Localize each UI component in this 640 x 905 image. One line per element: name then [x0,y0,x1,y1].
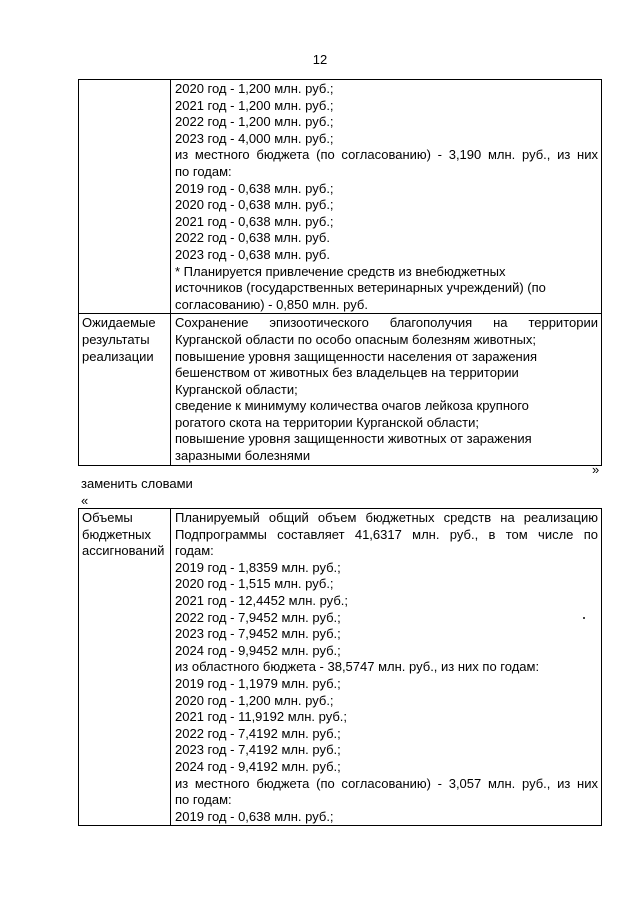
text-line: Подпрограммы составляет 41,6317 млн. руб., в том числе по [175,526,598,542]
scan-speck [583,617,585,619]
text-line: Курганской области; [175,381,298,397]
row-label-cell [79,314,171,465]
table-row [79,509,602,826]
text-line: Курганской области по особо опасным болезням животных; [175,331,536,347]
text-line: 2023 год - 0,638 млн. руб. [175,246,330,262]
text-line: повышение уровня защищенности населения от заражения [175,348,538,364]
text-line: по годам: [175,163,232,179]
text-line: из местного бюджета (по согласованию) - 3,190 млн. руб., из них [175,147,598,163]
text-line: 2020 год - 1,515 млн. руб.; [175,576,334,592]
text-line: из областного бюджета - 38,5747 млн. руб., из них по годам: [175,659,540,675]
text-line: 2019 год - 1,8359 млн. руб.; [175,559,341,575]
table-row [79,80,602,314]
text-line: по годам: [175,792,232,808]
text-line: 2022 год - 1,200 млн. руб.; [175,114,334,130]
text-line: 2020 год - 1,200 млн. руб.; [175,81,334,96]
text-line: 2022 год - 7,4192 млн. руб.; [175,725,341,741]
opening-quote: « [81,493,89,508]
text-line: 2022 год - 0,638 млн. руб. [175,230,330,246]
text-line: 2021 год - 0,638 млн. руб.; [175,213,334,229]
closing-quote: » [592,462,600,477]
text-line: сведение к минимуму количества очагов лейкоза крупного [175,398,529,414]
text-line: 2019 год - 1,1979 млн. руб.; [175,675,341,691]
text-line: 2023 год - 7,4192 млн. руб.; [175,742,341,758]
text-line: 2022 год - 7,9452 млн. руб.; [175,609,341,625]
table-row [79,314,602,465]
text-line: заразными болезнями [175,448,311,464]
text-line: 2019 год - 0,638 млн. руб.; [175,808,334,824]
text-line: повышение уровня защищенности животных от заражения [175,431,532,447]
text-line: 2024 год - 9,4192 млн. руб.; [175,758,341,774]
text-line: Планируемый общий объем бюджетных средств на реализацию [175,510,598,525]
budget-cell [171,509,602,826]
replace-with-words: заменить словами [81,476,193,491]
text-line: 2021 год - 11,9192 млн. руб.; [175,709,348,725]
passport-table-bottom [78,508,602,826]
text-line: 2021 год - 12,4452 млн. руб.; [175,592,348,608]
label-line: реализации [82,348,154,364]
text-line: бешенством от животных без владельцев на территории [175,365,519,381]
text-line: согласованию) - 0,850 млн. руб. [175,296,368,312]
label-line: Ожидаемые [82,315,156,331]
text-line: источников (государственных ветеринарных учреждений) (по [175,280,546,296]
text-line: 2021 год - 1,200 млн. руб.; [175,97,334,113]
text-line: рогатого скота на территории Курганской области; [175,414,480,430]
text-line: из местного бюджета (по согласованию) - 3,057 млн. руб., из них [175,775,598,791]
row-label-cell [79,509,171,826]
funding-cell [171,80,602,314]
row-label-cell [79,80,171,314]
text-line: 2024 год - 9,9452 млн. руб.; [175,642,341,658]
label-line: ассигнований [82,543,165,559]
label-line: результаты [82,331,150,347]
text-line: * Планируется привлечение средств из внебюджетных [175,263,506,279]
text-line: 2023 год - 7,9452 млн. руб.; [175,626,341,642]
text-line: годам: [175,543,214,559]
expected-results-cell [171,314,602,465]
page-number: 12 [312,52,328,67]
text-line: 2023 год - 4,000 млн. руб.; [175,130,334,146]
text-line: 2020 год - 1,200 млн. руб.; [175,692,334,708]
text-line: Сохранение эпизоотического благополучия на территории [175,315,598,331]
label-line: бюджетных [82,526,151,542]
text-line: 2020 год - 0,638 млн. руб.; [175,197,334,213]
label-line: Объемы [82,510,133,525]
passport-table-top [78,79,602,466]
text-line: 2019 год - 0,638 млн. руб.; [175,180,334,196]
